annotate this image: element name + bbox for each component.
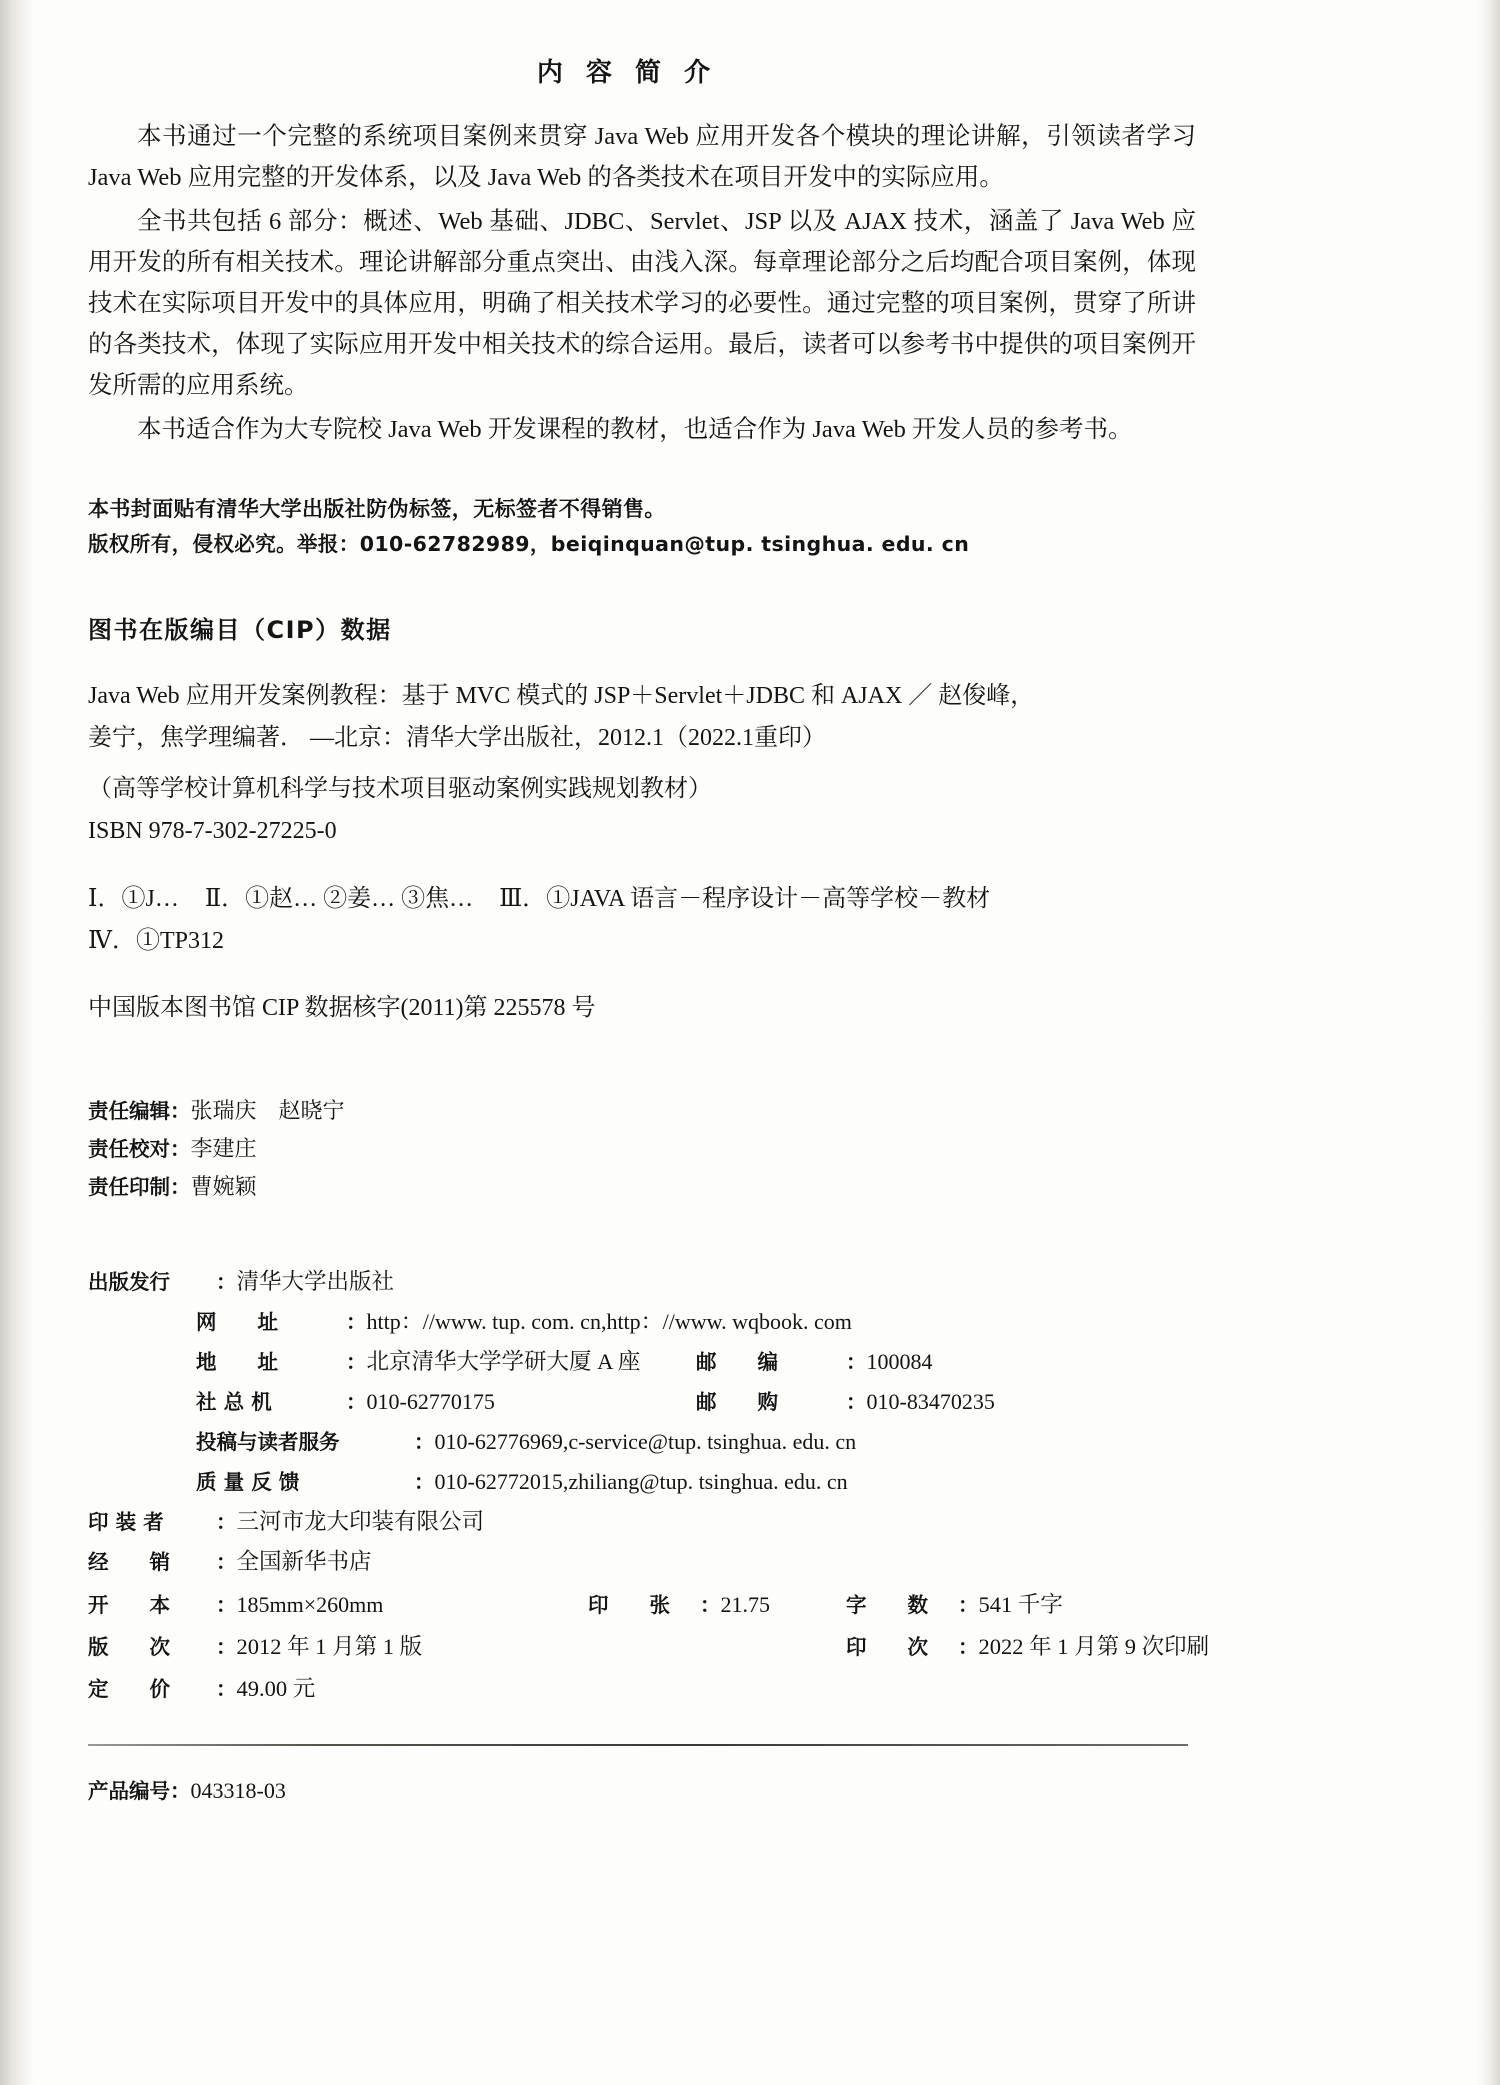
- colon: ：: [346, 1390, 367, 1414]
- introduction-section: [88, 116, 1196, 450]
- price-label: 定 价: [88, 1677, 170, 1701]
- specs-row-size: [88, 1584, 1196, 1626]
- price-group: [88, 1668, 588, 1710]
- intro-paragraph-3: 本书适合作为大专院校 Java Web 开发课程的教材，也适合作为 Java Web 开发人员的参考书。: [137, 416, 1133, 443]
- intro-paragraph-2: 全书共包括 6 部分：概述、Web 基础、JDBC、Servlet、JSP 以及 AJAX 技术，涵盖了 Java Web 应用开发的所有相关技术。理论讲解部分重点突出、由浅入深。每章理论部分之后均配合项目案例，体现技术在实际项目开发中的具体应用，明确了相关技术学习的必要性。通过完整的项目案例，贯穿了所讲的各类技术，体现了实际应用开发中相关技术的综合运用。最后，读者可以参考书中提供的项目案例开发所需的应用系统。: [88, 208, 1196, 399]
- publisher-row: [88, 1262, 1196, 1302]
- notice-line-1: 本书封面贴有清华大学出版社防伪标签，无标签者不得销售。: [88, 497, 666, 521]
- switchboard-label: 社 总 机: [196, 1390, 272, 1414]
- trim-size-group: [88, 1584, 588, 1626]
- reader-service-label: 投稿与读者服务: [196, 1430, 340, 1454]
- specs-row-edition: [88, 1626, 1210, 1668]
- impression-value: 2022 年 1 月第 9 次印刷: [978, 1634, 1210, 1659]
- address-row: [88, 1342, 1196, 1382]
- cip-class-line-2: Ⅳ．①TP312: [88, 928, 224, 954]
- cip-line-1: Java Web 应用开发案例教程：基于 MVC 模式的 JSP＋Servlet＋JDBC 和 AJAX ／ 赵俊峰，: [88, 683, 1035, 709]
- colon: ：: [414, 1430, 435, 1454]
- distributor-value: 全国新华书店: [236, 1549, 372, 1574]
- staff-row-editor: [88, 1092, 1196, 1130]
- colon: ：: [414, 1470, 435, 1494]
- notice-line-2: 版权所有，侵权必究。举报：010-62782989，beiqinquan@tup. tsinghua. edu. cn: [88, 532, 970, 556]
- anti-counterfeit-notice: [88, 492, 1196, 562]
- switchboard-row: [88, 1382, 1196, 1422]
- specs-row-price: [88, 1668, 1196, 1710]
- colon: ：: [216, 1550, 237, 1574]
- word-count-group: [846, 1584, 1063, 1626]
- colon: ：: [346, 1310, 367, 1334]
- quality-feedback-value[interactable]: 010-62772015,zhiliang@tup. tsinghua. edu. cn: [434, 1469, 848, 1494]
- impression-group: [846, 1626, 1209, 1668]
- colon: ：: [216, 1677, 237, 1701]
- page-content: [88, 0, 1210, 1804]
- colon: ：: [700, 1593, 721, 1617]
- postcode-value: 100084: [866, 1349, 933, 1374]
- website-value[interactable]: http：//www. tup. com. cn,http：//www. wqbook. com: [366, 1309, 852, 1334]
- impression-label: 印 次: [846, 1635, 928, 1659]
- reader-service-row: [88, 1422, 1196, 1462]
- staff-value-secondary: 赵晓宁: [278, 1098, 345, 1123]
- colon: ：: [170, 1175, 191, 1199]
- staff-row-proofreader: [88, 1130, 1196, 1168]
- printer-value: 三河市龙大印装有限公司: [236, 1509, 485, 1534]
- cip-class-line-1: [88, 878, 1196, 920]
- printer-row: [88, 1502, 1196, 1542]
- mailorder-label: 邮 购: [696, 1390, 778, 1414]
- colon: ：: [216, 1593, 237, 1617]
- staff-label: 责任编辑: [88, 1099, 170, 1123]
- product-number-row: [88, 1774, 1196, 1804]
- edition-label: 版 次: [88, 1635, 170, 1659]
- cip-isbn-line: ISBN 978-7-302-27225-0: [88, 818, 337, 844]
- website-label: 网 址: [196, 1310, 278, 1334]
- address-value: 北京清华大学学研大厦 A 座: [366, 1349, 641, 1374]
- edition-group: [88, 1626, 588, 1668]
- postcode-group: [696, 1342, 933, 1382]
- word-count-label: 字 数: [846, 1593, 928, 1617]
- cip-series-line: （高等学校计算机科学与技术项目驱动案例实践规划教材）: [88, 776, 712, 802]
- publisher-label: 出版发行: [88, 1270, 170, 1294]
- cip-spacer: [88, 759, 1196, 768]
- cip-record: [88, 675, 1196, 852]
- postcode-label: 邮 编: [696, 1350, 778, 1374]
- footer-divider: [88, 1744, 1188, 1746]
- cip-class-part-3: Ⅲ．①JAVA 语言－程序设计－高等学校－教材: [499, 886, 991, 912]
- colon: ：: [216, 1510, 237, 1534]
- staff-row-print-manager: [88, 1168, 1196, 1206]
- distributor-row: [88, 1542, 1196, 1582]
- cip-class-part-2: Ⅱ．①赵… ②姜… ③焦…: [204, 886, 474, 912]
- page-title: 内 容 简 介: [536, 58, 718, 88]
- quality-feedback-row: [88, 1462, 1196, 1502]
- address-label: 地 址: [196, 1350, 278, 1374]
- publisher-value: 清华大学出版社: [236, 1269, 395, 1294]
- reader-service-value[interactable]: 010-62776969,c-service@tup. tsinghua. edu. cn: [434, 1429, 857, 1454]
- staff-label: 责任校对: [88, 1137, 170, 1161]
- product-number-value: 043318-03: [190, 1778, 286, 1803]
- cip-line-2: 姜宁，焦学理编著． —北京：清华大学出版社，2012.1（2022.1重印）: [88, 725, 826, 751]
- staff-credits: [88, 1092, 1196, 1206]
- trim-size-label: 开 本: [88, 1593, 170, 1617]
- switchboard-value: 010-62770175: [366, 1389, 495, 1414]
- staff-value: 李建庄: [190, 1136, 257, 1161]
- quality-feedback-label: 质 量 反 馈: [196, 1470, 300, 1494]
- colon: ：: [170, 1779, 191, 1803]
- print-sheets-label: 印 张: [588, 1593, 670, 1617]
- specs-block: [88, 1584, 1210, 1710]
- edition-value: 2012 年 1 月第 1 版: [236, 1634, 423, 1659]
- staff-label: 责任印制: [88, 1175, 170, 1199]
- print-sheets-group: [588, 1584, 846, 1626]
- colon: ：: [846, 1390, 867, 1414]
- price-value: 49.00 元: [236, 1676, 316, 1701]
- cip-section-title: 图书在版编目（CIP）数据: [88, 616, 392, 644]
- staff-value: 曹婉颖: [190, 1174, 257, 1199]
- cip-class-part-1: Ⅰ．①J…: [88, 886, 179, 912]
- cip-classification: [88, 878, 1196, 962]
- trim-size-value: 185mm×260mm: [236, 1592, 384, 1617]
- website-row: [88, 1302, 1196, 1342]
- mailorder-group: [696, 1382, 995, 1422]
- distributor-label: 经 销: [88, 1550, 170, 1574]
- cip-check-number: 中国版本图书馆 CIP 数据核字(2011)第 225578 号: [88, 995, 596, 1021]
- print-sheets-value: 21.75: [720, 1592, 770, 1617]
- product-number-label: 产品编号: [88, 1779, 170, 1803]
- word-count-value: 541 千字: [978, 1592, 1063, 1617]
- mailorder-value: 010-83470235: [866, 1389, 995, 1414]
- colon: ：: [958, 1635, 979, 1659]
- colon: ：: [170, 1099, 191, 1123]
- intro-paragraph-1: 本书通过一个完整的系统项目案例来贯穿 Java Web 应用开发各个模块的理论讲解，引领读者学习 Java Web 应用完整的开发体系，以及 Java Web 的各类技术在项目开发中的实际应用。: [88, 123, 1196, 191]
- colon: ：: [846, 1350, 867, 1374]
- printer-label: 印 装 者: [88, 1510, 164, 1534]
- colon: ：: [170, 1137, 191, 1161]
- publisher-block: [88, 1262, 1196, 1582]
- colon: ：: [346, 1350, 367, 1374]
- colon: ：: [216, 1270, 237, 1294]
- staff-value: 张瑞庆: [190, 1098, 257, 1123]
- colon: ：: [216, 1635, 237, 1659]
- colon: ：: [958, 1593, 979, 1617]
